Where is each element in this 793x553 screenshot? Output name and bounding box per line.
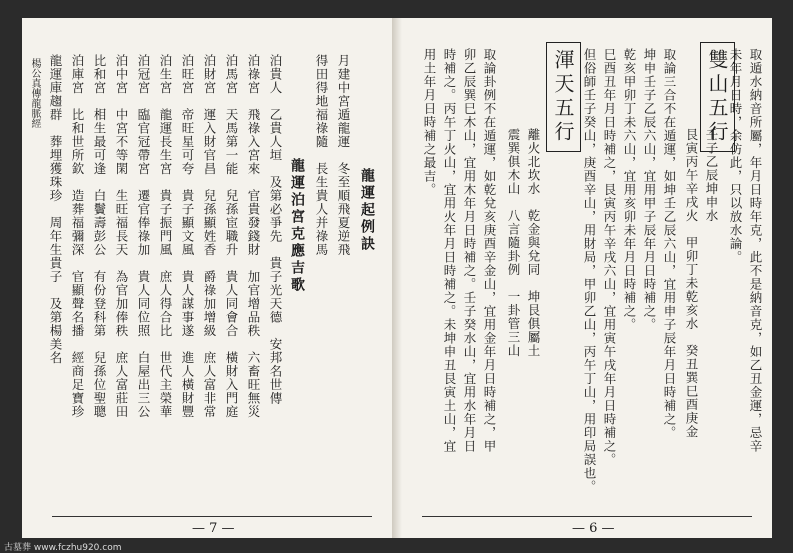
page-number: — 7 — (192, 521, 235, 536)
page-number: — 6 — (572, 521, 615, 536)
footer-watermark: 古墓葬 www.fczhu920.com (4, 543, 122, 553)
section-title: 龍運起例訣 (359, 168, 375, 253)
text-column: 巳酉丑年月日時補之，艮寅丙午辛戌六山，宜用寅午戌年月日時補之。 (602, 48, 617, 467)
verse-column: 壬子乙辰坤申水 (704, 128, 719, 223)
text-column: 乾亥甲卯丁未六山，宜用亥卯未年月日時補之。 (622, 48, 637, 332)
text-column: 時補之。丙午丁火山，宜用火年月日時補之。未坤申丑艮寅土山，宜 (442, 48, 457, 453)
text-column: 坤申壬子乙辰六山，宜用甲子辰年月日時補之。 (642, 48, 657, 332)
text-column: 泊冠宮 臨官冠帶宮 遷官俸祿加 貴人同位照 白屋出三公 (136, 54, 151, 419)
text-column: 泊貴人 乙貴人垣 及第必爭先 貴子光天德 安邦名世傳 (268, 54, 283, 405)
text-column: 用土年月日時補之最吉。 (422, 48, 437, 197)
bottom-rule (422, 516, 752, 517)
text-column: 泊祿宮 飛祿入宮來 官貴發錢財 加官增品秩 六畜旺無災 (246, 54, 261, 419)
text-column: 取論三合不在遁運，如坤壬乙辰六山，宜用申子辰年月日時補之。 (662, 48, 677, 440)
running-header: 楊公真傳龍脈經 (29, 58, 40, 128)
text-column: 泊中宮 中宮不等閑 生旺福長天 為官加俸秩 庶人富莊田 (114, 54, 129, 419)
verse-column: 震巽俱木山 八言隨卦例 一卦管三山 (506, 128, 521, 358)
text-column: 泊生宮 龍運長生宮 貴子振門風 庶人得合比 世代主榮華 (158, 54, 173, 419)
book-gutter (392, 18, 402, 538)
right-page (402, 18, 772, 538)
section-title-box: 渾天五行 (546, 42, 581, 152)
verse-column: 艮寅丙午辛戌火 甲卯丁未乾亥水 癸丑巽巳酉庚金 (684, 128, 699, 439)
text-column: 泊馬宮 天馬第一能 兒孫宦職升 貴人同會合 橫財入門庭 (224, 54, 239, 419)
text-column: 得田得地福祿隨 長生貴人并祿馬 (314, 54, 329, 257)
text-column: 卯乙辰巽巳木山，宜用木年月日時補之。壬子癸水山，宜用水年月日 (462, 48, 477, 453)
text-column: 取遁水納音所屬，年月日時年克，此不是納音克，如乙丑金運，忌辛 (748, 48, 763, 453)
text-column: 取論卦例不在遁運，如乾兌亥庚酉辛金山，宜用金年月日時補之，甲 (482, 48, 497, 453)
verse-title: 龍運泊宮克應吉歌 (289, 158, 305, 294)
bottom-rule (52, 516, 372, 517)
text-column: 泊旺宮 帝旺星可夸 貴子顯文風 貴人謀事遂 進人橫財豐 (180, 54, 195, 419)
text-column: 月建中宮遁龍運 冬至順飛夏逆飛 (336, 54, 351, 257)
text-column: 未年月日時，余仿此，只以放水論。 (728, 48, 743, 264)
text-column: 比和宮 相生最可逢 白鬢壽彭公 有份登科第 兒孫位聖聰 (92, 54, 107, 419)
section-title-box: 雙山五行 (700, 42, 735, 152)
text-column: 龍運庫趨群 葬埋獲珠珍 周年生貴子 及第楊美名 (48, 54, 63, 365)
text-column: 泊庫宮 比和世所欽 造葬福彌深 官顯聲名播 經商足寶珍 (70, 54, 85, 419)
verse-column: 離火北坎水 乾金與兌同 坤艮俱屬土 (526, 128, 541, 358)
text-column: 泊財宮 運入財官昌 兒孫顯姓香 爵祿加增級 庶人富非常 (202, 54, 217, 419)
text-column: 但俗師壬子癸山，庚酉辛山，用財局，甲卯乙山，丙午丁山，用印局誤也。 (582, 48, 597, 494)
left-page (22, 18, 392, 538)
